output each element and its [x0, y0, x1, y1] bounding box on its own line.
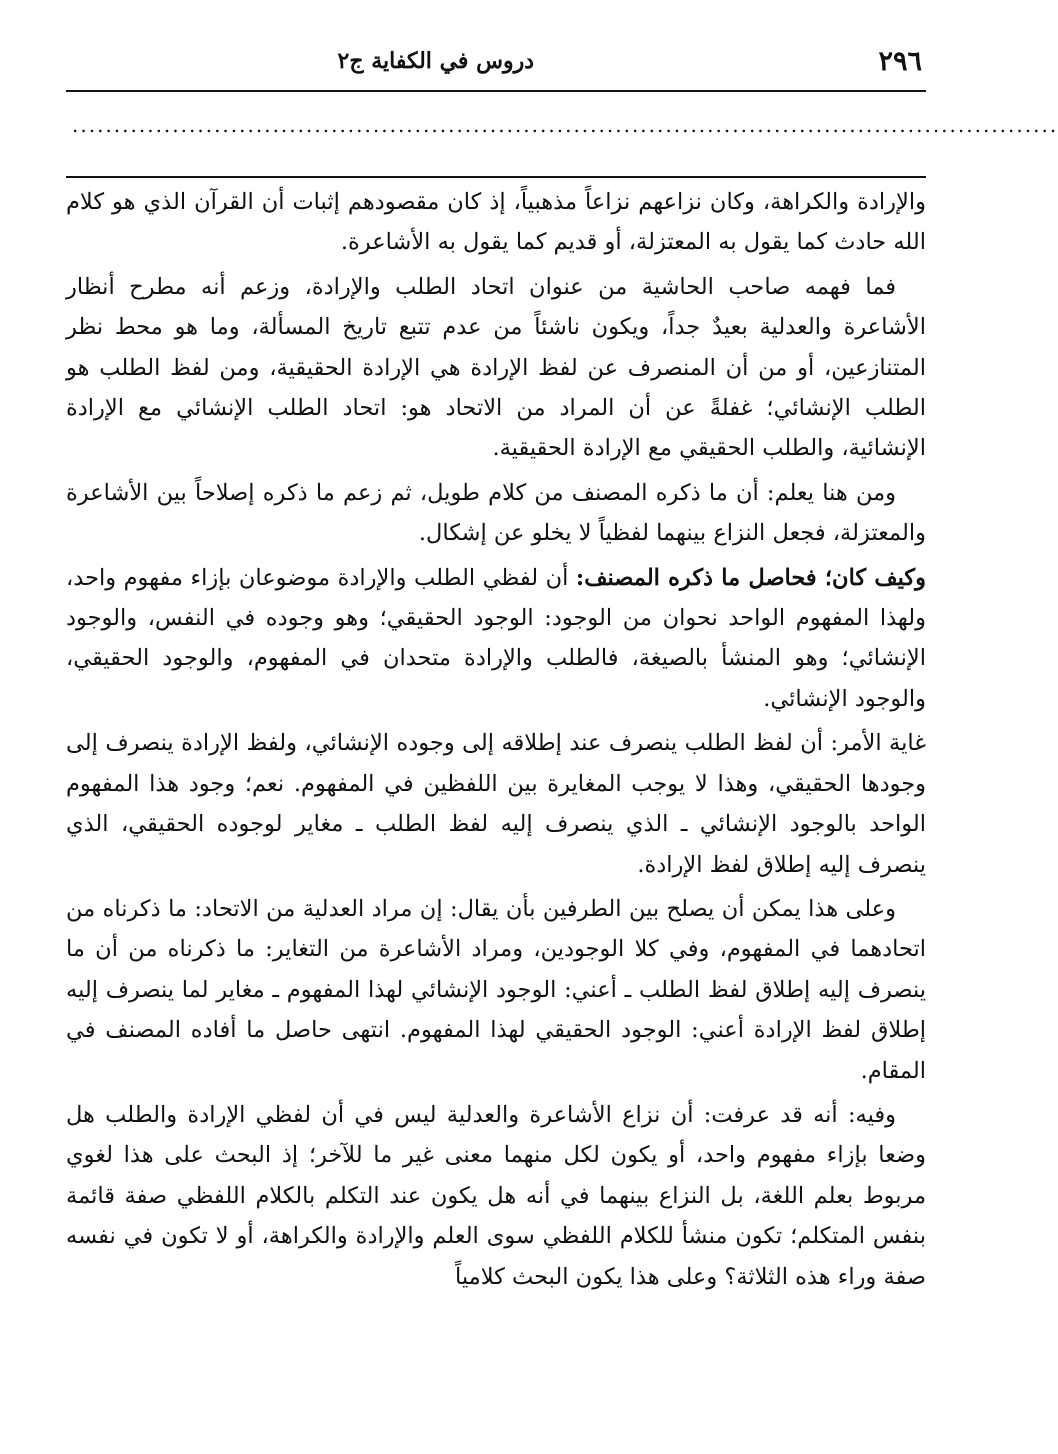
paragraph — [66, 182, 926, 263]
paragraph-text: وفيه: أنه قد عرفت: أن نزاع الأشاعرة والعدلية ليس في أن لفظي الإرادة والطلب هل وضعا بإزاء مفهوم واحد، أو يكون لكل منهما معنى غير ما للآخر؛ إذ البحث على هذا لغوي مربوط بعلم اللغة، بل النزاع بينهما في أنه هل يكون عند التكلم بالكلام اللفظي صفة قائمة بنفس المتكلم؛ تكون منشأ للكلام اللفظي سوى العلم والإرادة والكراهة، أو لا تكون في نفسه صفة وراء هذه الثلاثة؟ وعلى هذا يكون البحث كلامياً — [66, 1101, 926, 1290]
paragraph — [66, 1095, 926, 1297]
paragraph-text: والإرادة والكراهة، وكان نزاعهم نزاعاً مذهبياً، إذ كان مقصودهم إثبات أن القرآن الذي هو كلام الله حادث كما يقول به المعتزلة، أو قديم كما يقول به الأشاعرة. — [66, 189, 926, 256]
header-rule — [66, 90, 926, 92]
page-header — [66, 44, 926, 88]
body-top-rule — [66, 176, 926, 178]
paragraph — [66, 558, 926, 720]
body-text — [66, 182, 926, 1442]
paragraph-lead: وكيف كان؛ فحاصل ما ذكره المصنف: — [575, 564, 927, 591]
paragraph — [66, 267, 926, 469]
paragraph — [66, 723, 926, 885]
running-title: دروس في الكفاية ج٢ — [337, 48, 534, 74]
paragraph-text: أن لفظي الطلب والإرادة موضوعان بإزاء مفهوم واحد، ولهذا المفهوم الواحد نحوان من الوجود: الوجود الحقيقي؛ وهو وجوده في النفس، والوجود الإنشائي؛ وهو المنشأ بالصيغة، فالطلب والإرادة متحدان في المفهوم، والوجود الحقيقي، والوجود الإنشائي. — [66, 564, 926, 712]
page-number: ٢٩٦ — [878, 46, 922, 77]
paragraph-text: غاية الأمر: أن لفظ الطلب ينصرف عند إطلاقه إلى وجوده الإنشائي، ولفظ الإرادة ينصرف إلى وجودها الحقيقي، وهذا لا يوجب المغايرة بين اللفظين في المفهوم. نعم؛ وجود هذا المفهوم الواحد بالوجود الإنشائي ـ الذي ينصرف إليه لفظ الطلب ـ مغاير لوجوده الحقيقي، الذي ينصرف إليه إطلاق لفظ الإرادة. — [66, 730, 926, 878]
paragraph-text: وعلى هذا يمكن أن يصلح بين الطرفين بأن يقال: إن مراد العدلية من الاتحاد: ما ذكرناه من اتحادهما في المفهوم، وفي كلا الوجودين، ومراد الأشاعرة من التغاير: ما ذكرناه من أن ما ينصرف إليه إطلاق لفظ الطلب ـ أعني: الوجود الإنشائي لهذا المفهوم ـ مغاير لما ينصرف إليه إطلاق لفظ الإرادة أعني: الوجود الحقيقي لهذا المفهوم. انتهى حاصل ما أفاده المصنف في المقام. — [66, 895, 926, 1084]
paragraph-text: فما فهمه صاحب الحاشية من عنوان اتحاد الطلب والإرادة، وزعم أنه مطرح أنظار الأشاعرة والعدلية بعيدٌ جداً، ويكون ناشئاً من عدم تتبع تاريخ المسألة، وما هو محط نظر المتنازعين، أو من أن المنصرف عن لفظ الإرادة هي الإرادة الحقيقية، ومن لفظ الطلب هو الطلب الإنشائي؛ غفلةً عن أن المراد من الاتحاد هو: اتحاد الطلب الإنشائي مع الإرادة الإنشائية، والطلب الحقيقي مع الإرادة الحقيقية. — [66, 273, 926, 462]
paragraph-text: ومن هنا يعلم: أن ما ذكره المصنف من كلام طويل، ثم زعم ما ذكره إصلاحاً بين الأشاعرة والمعتزلة، فجعل النزاع بينهما لفظياً لا يخلو عن إشكال. — [66, 479, 926, 547]
paragraph — [66, 473, 926, 554]
paragraph — [66, 889, 926, 1091]
dotted-separator: ...................................................................................................................... — [72, 113, 1058, 137]
